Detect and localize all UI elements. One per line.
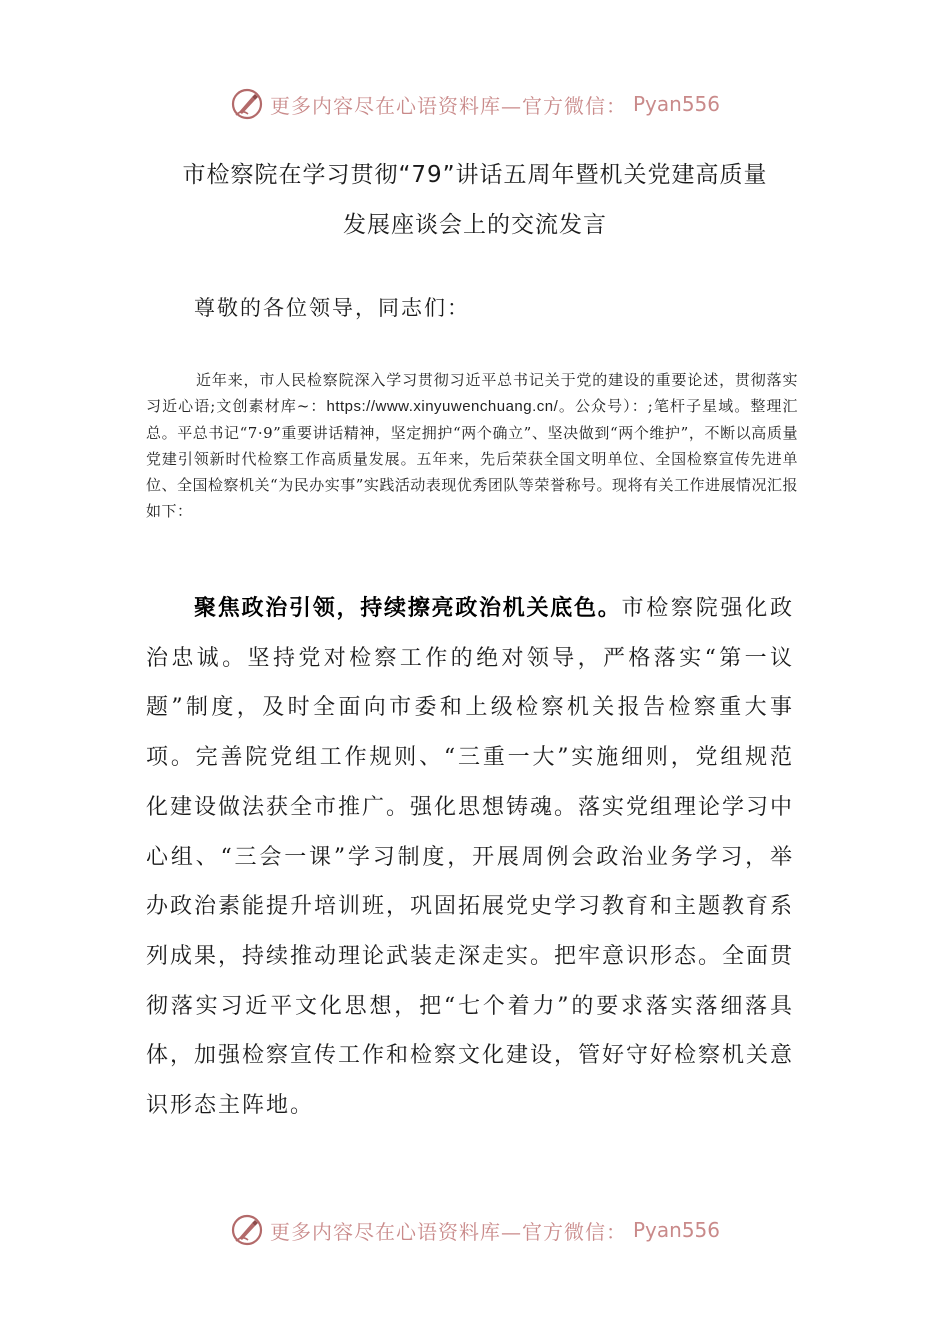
section-body: 市检察院强化政治忠诚。坚持党对检察工作的绝对领导，严格落实“第一议题”制度，及时全面向市委和上级检察机关报告检察重大事项。完善院党组工作规则、“三重一大”实施细则，党组规范化建设做法获全市推广。强化思想铸魂。落实党组理论学习中心组、“三会一课”学习制度，开展周例会政治业务学习，举办政治素能提升培训班，巩固拓展党史学习教育和主题教育系列成果，持续推动理论武装走深走实。把牢意识形态。全面贯彻落实习近平文化思想，把“七个着力”的要求落实落细落具体，加强检察宣传工作和检察文化建设，管好守好检察机关意识形态主阵地。 [146,596,795,1119]
watermark-slogan: 更多内容尽在心语资料库—官方微信： [269,93,627,118]
watermark-handle: Pyan556 [632,1218,720,1242]
document-title-line1: 市检察院在学习贯彻“79”讲话五周年暨机关党建高质量 [182,162,768,188]
intro-text-part2: 。公众号）：;笔杆子星域。整理汇总。平总书记“7·9”重要讲话精神，坚定拥护“两个确立”、坚决做到“两个维护”，不断以高质量党建引领新时代检察工作高质量发展。五年来，先后荣获全国文明单位、全国检察宣传先进单位、全国检察机关“为民办实事”实践活动表现优秀团队等荣誉称号。现将有关工作进展情况汇报如下： [146,397,799,520]
pen-seal-icon [230,1213,264,1247]
section-heading: 聚焦政治引领，持续擦亮政治机关底色。 [194,596,622,621]
intro-url: https://www.xinyuwenchuang.cn/ [326,398,559,415]
watermark-banner-bottom [0,1208,950,1252]
greeting: 尊敬的各位领导，同志们： [194,296,470,320]
watermark-banner-top [0,82,950,126]
intro-text-part1: 近年来，市人民检察院深入学习贯彻习近平总书记关于党的建设的重要论述，贯彻落实习近心语;文创素材库~： [146,371,798,415]
pen-seal-icon [230,87,264,121]
watermark-handle: Pyan556 [632,92,720,116]
intro-paragraph [146,367,798,524]
document-title-line2: 发展座谈会上的交流发言 [343,212,607,238]
watermark-slogan: 更多内容尽在心语资料库—官方微信： [269,1219,627,1244]
section-paragraph [146,584,794,1131]
